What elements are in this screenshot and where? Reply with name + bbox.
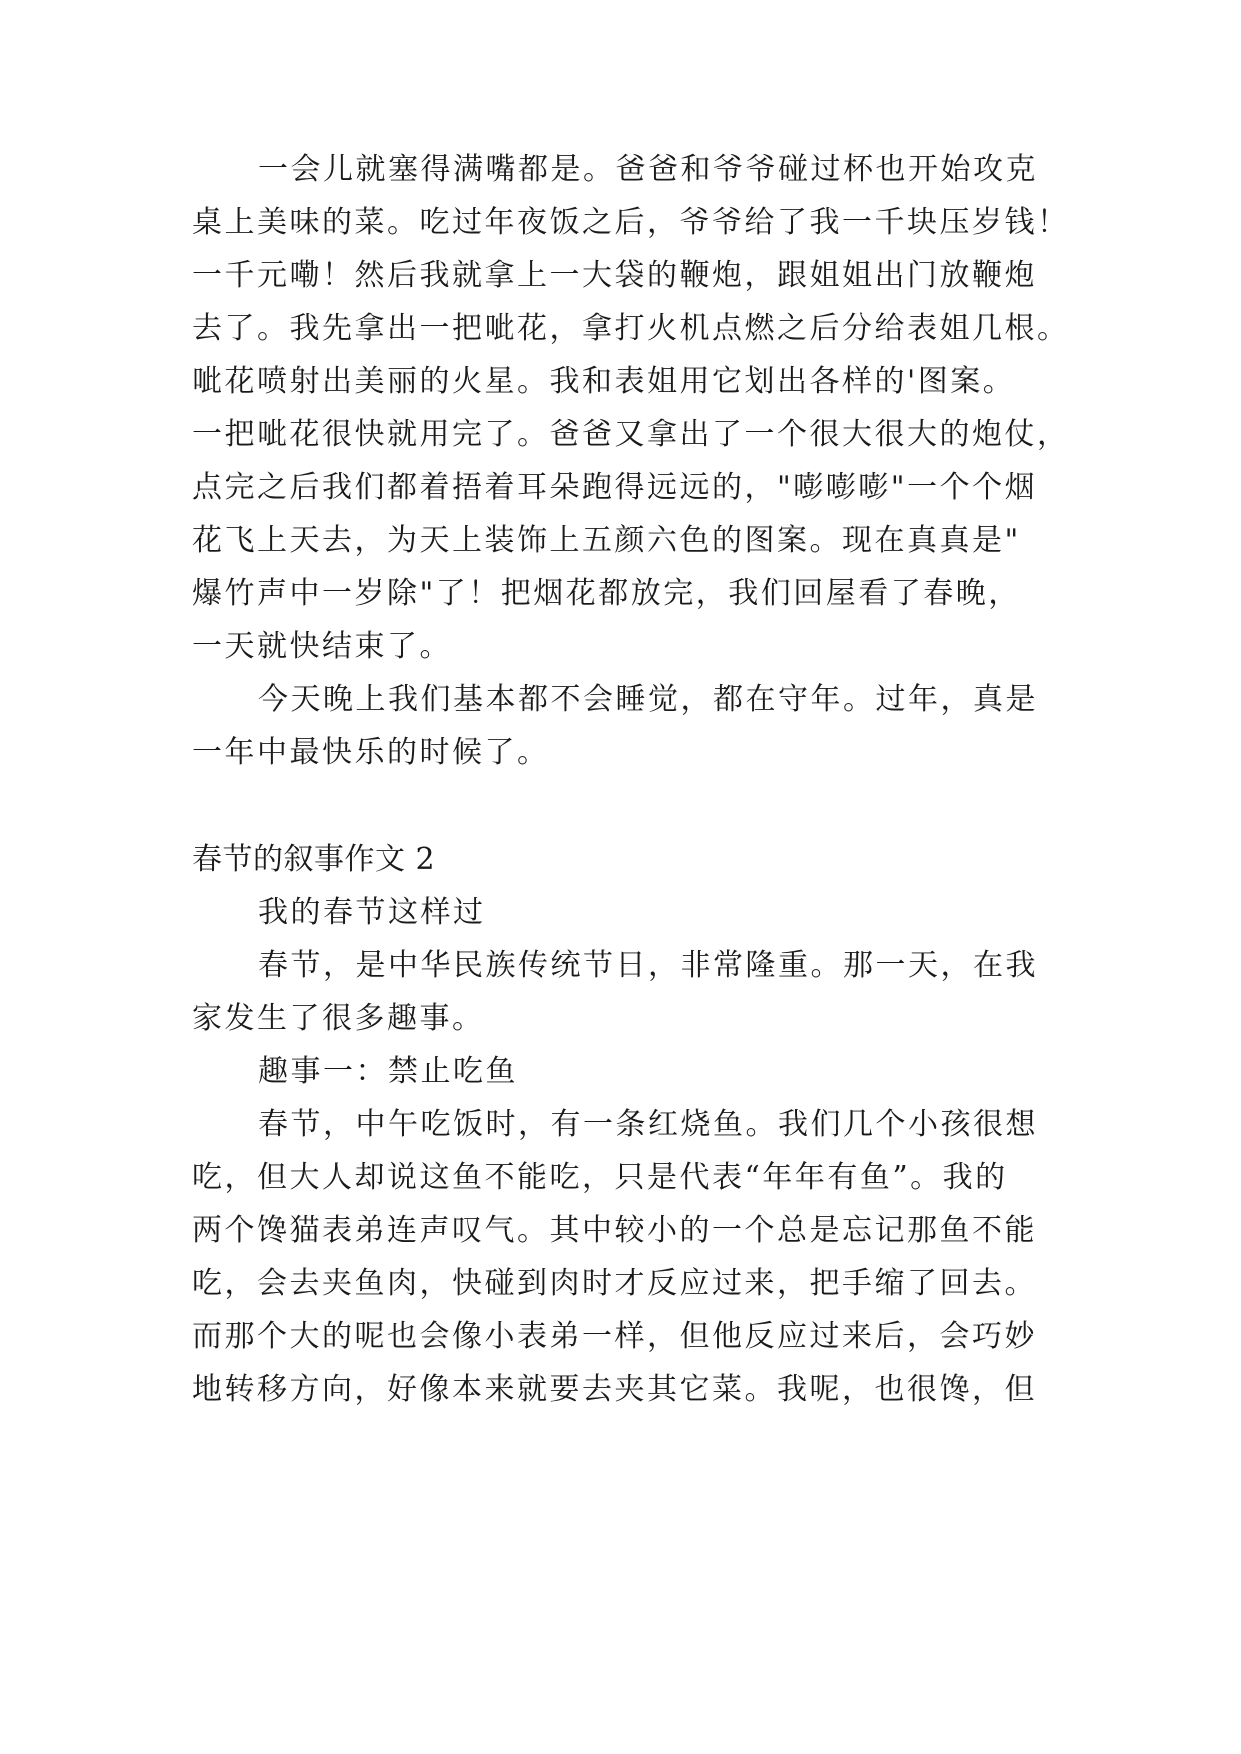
paragraph-line: 一千元嘞！然后我就拿上一大袋的鞭炮，跟姐姐出门放鞭炮 <box>192 258 1037 293</box>
paragraph-line: 春节，是中华民族传统节日，非常隆重。那一天，在我 <box>258 948 1038 983</box>
paragraph-line: 去了。我先拿出一把呲花，拿打火机点燃之后分给表姐几根。 <box>192 311 1070 346</box>
paragraph-line: 吃，但大人却说这鱼不能吃，只是代表“年年有鱼”。我的 <box>192 1160 1008 1195</box>
paragraph-line: 呲花喷射出美丽的火星。我和表姐用它划出各样的'图案。 <box>192 364 1016 399</box>
paragraph-line: 一把呲花很快就用完了。爸爸又拿出了一个很大很大的炮仗， <box>192 417 1070 452</box>
paragraph-line: 点完之后我们都着捂着耳朵跑得远远的，"嘭嘭嘭"一个个烟 <box>192 470 1038 505</box>
article-subtitle: 我的春节这样过 <box>258 895 486 930</box>
paragraph-line: 爆竹声中一岁除"了！把烟花都放完，我们回屋看了春晚， <box>192 576 1021 611</box>
paragraph-line: 地转移方向，好像本来就要去夹其它菜。我呢，也很馋，但 <box>192 1372 1037 1407</box>
paragraph-line: 而那个大的呢也会像小表弟一样，但他反应过来后，会巧妙 <box>192 1319 1037 1354</box>
paragraph-line: 今天晚上我们基本都不会睡觉，都在守年。过年，真是 <box>258 682 1038 717</box>
paragraph-line: 一天就快结束了。 <box>192 629 452 664</box>
section-heading: 春节的叙事作文 2 <box>192 842 436 877</box>
paragraph-line: 桌上美味的菜。吃过年夜饭之后，爷爷给了我一千块压岁钱！ <box>192 205 1070 240</box>
paragraph-line: 两个馋猫表弟连声叹气。其中较小的一个总是忘记那鱼不能 <box>192 1213 1037 1248</box>
paragraph-line: 春节，中午吃饭时，有一条红烧鱼。我们几个小孩很想 <box>258 1107 1038 1142</box>
paragraph-line: 一会儿就塞得满嘴都是。爸爸和爷爷碰过杯也开始攻克 <box>258 152 1038 187</box>
paragraph-line: 一年中最快乐的时候了。 <box>192 735 550 770</box>
subsection-heading: 趣事一：禁止吃鱼 <box>258 1054 518 1089</box>
paragraph-line: 花飞上天去，为天上装饰上五颜六色的图案。现在真真是" <box>192 523 1021 558</box>
paragraph-line: 吃，会去夹鱼肉，快碰到肉时才反应过来，把手缩了回去。 <box>192 1266 1037 1301</box>
paragraph-line: 家发生了很多趣事。 <box>192 1001 485 1036</box>
